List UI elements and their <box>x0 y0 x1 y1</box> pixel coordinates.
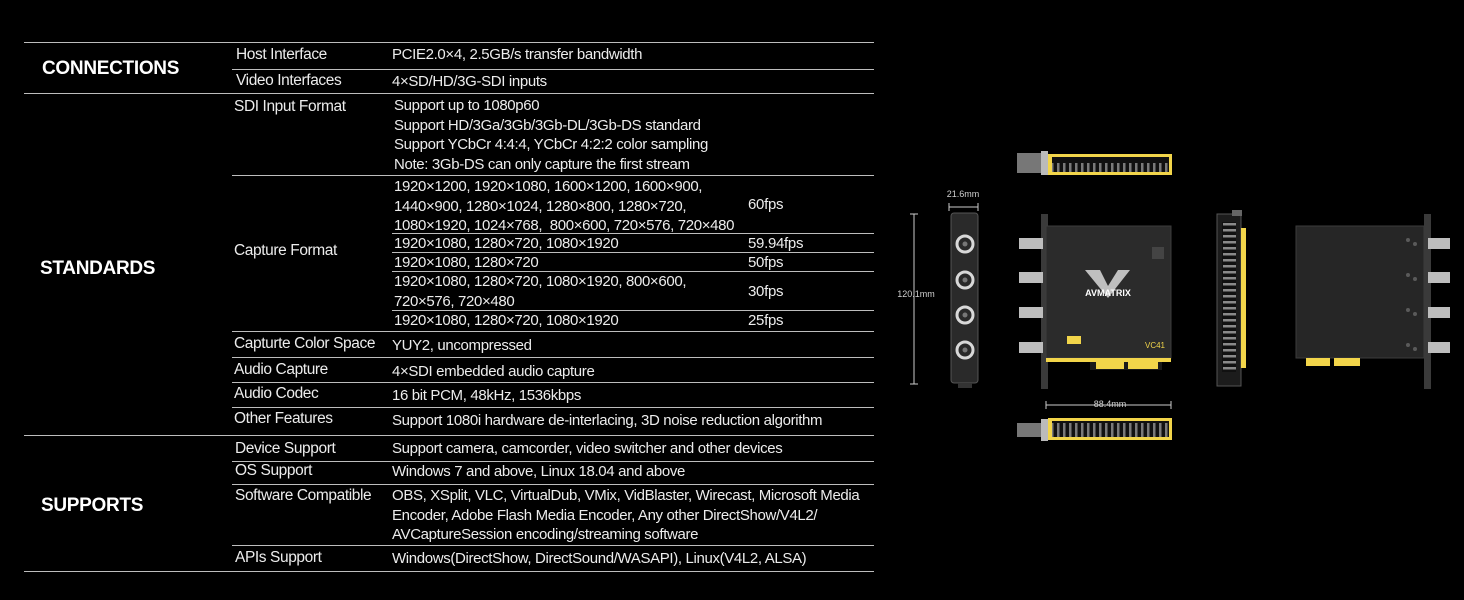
host-interface-label: Host Interface <box>236 46 327 63</box>
width-dimension <box>949 203 978 211</box>
color-space-label: Capturte Color Space <box>234 335 376 352</box>
dim-height: 120.1mm <box>897 289 935 299</box>
sdi-input-format-label: SDI Input Format <box>234 98 346 115</box>
capture-fps: 30fps <box>748 283 784 300</box>
other-features-label: Other Features <box>234 410 333 427</box>
capture-format-label: Capture Format <box>234 242 337 259</box>
dim-width: 21.6mm <box>946 189 980 199</box>
card-bracket-view <box>951 213 978 388</box>
dim-length: 88.4mm <box>1093 399 1127 409</box>
capture-resolutions: 1920×1200, 1920×1080, 1600×1200, 1600×900, 1440×900, 1280×1024, 1280×800, 1280×720, 1080×1920, 1024×768, 800×600, 720×576, 720×480 <box>394 178 735 234</box>
card-bottom-view <box>1017 418 1172 441</box>
capture-fps: 25fps <box>748 312 784 329</box>
device-support-label: Device Support <box>235 440 336 457</box>
brand-logo: AVMATRIX <box>1085 288 1131 298</box>
capture-resolutions: 1920×1080, 1280×720, 1080×1920, 800×600, 720×576, 720×480 <box>394 273 687 310</box>
section-supports: SUPPORTS <box>41 495 144 516</box>
host-interface-value: PCIE2.0×4, 2.5GB/s transfer bandwidth <box>392 46 643 63</box>
capture-resolutions: 1920×1080, 1280×720 <box>394 254 539 271</box>
section-standards: STANDARDS <box>40 258 156 279</box>
video-interfaces-label: Video Interfaces <box>236 72 342 89</box>
software-compatible-label: Software Compatible <box>235 487 372 504</box>
video-interfaces-value: 4×SD/HD/3G-SDI inputs <box>392 73 547 90</box>
card-back-view <box>1296 214 1450 389</box>
section-connections: CONNECTIONS <box>42 58 180 79</box>
os-support-label: OS Support <box>235 462 312 479</box>
audio-capture-label: Audio Capture <box>234 361 328 378</box>
height-dimension <box>910 214 918 384</box>
other-features-value: Support 1080i hardware de-interlacing, 3D noise reduction algorithm <box>392 412 823 429</box>
capture-fps: 60fps <box>748 196 784 213</box>
apis-support-label: APIs Support <box>235 549 322 566</box>
card-side-view <box>1217 210 1246 386</box>
software-compatible-value: OBS, XSplit, VLC, VirtualDub, VMix, VidBlaster, Wirecast, Microsoft Media Encoder, Adobe Flash Media Encoder, Any other DirectShow/V4L2/ AVCaptureSession encoding/streaming software <box>392 487 860 543</box>
audio-codec-label: Audio Codec <box>234 385 319 402</box>
audio-capture-value: 4×SDI embedded audio capture <box>392 363 595 380</box>
apis-support-value: Windows(DirectShow, DirectSound/WASAPI), Linux(V4L2, ALSA) <box>392 550 807 567</box>
capture-resolutions: 1920×1080, 1280×720, 1080×1920 <box>394 235 619 252</box>
model-label: VC41 <box>1144 341 1166 350</box>
color-space-value: YUY2, uncompressed <box>392 337 532 354</box>
capture-fps: 50fps <box>748 254 784 271</box>
card-main-view <box>1019 214 1171 389</box>
sdi-input-format-value: Support up to 1080p60 Support HD/3Ga/3Gb/3Gb-DL/3Gb-DS standard Support YCbCr 4:4:4, YCbCr 4:2:2 color sampling Note: 3Gb-DS can only capture the first stream <box>394 97 708 173</box>
audio-codec-value: 16 bit PCM, 48kHz, 1536kbps <box>392 387 581 404</box>
device-support-value: Support camera, camcorder, video switcher and other devices <box>392 440 783 457</box>
capture-fps: 59.94fps <box>748 235 804 252</box>
card-top-view <box>1017 151 1172 175</box>
os-support-value: Windows 7 and above, Linux 18.04 and above <box>392 463 686 480</box>
capture-resolutions: 1920×1080, 1280×720, 1080×1920 <box>394 312 619 329</box>
